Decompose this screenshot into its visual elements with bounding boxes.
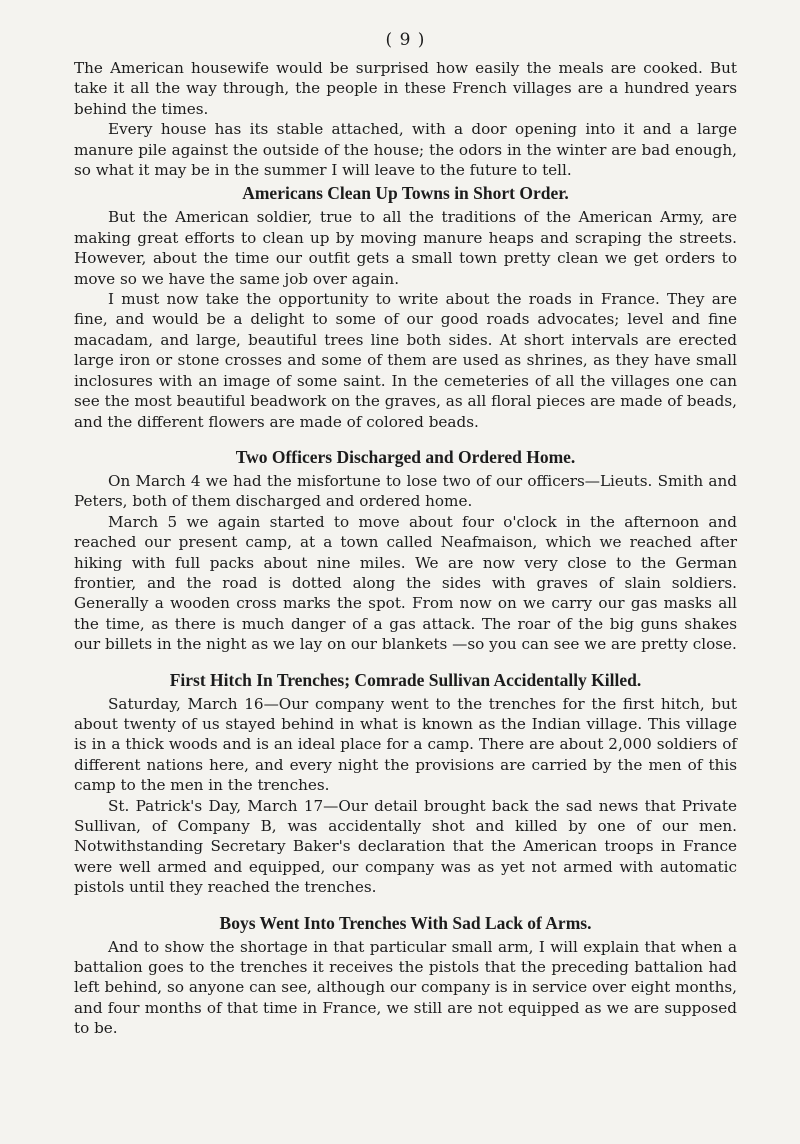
section-heading: Americans Clean Up Towns in Short Order. xyxy=(242,183,569,204)
paragraph: But the American soldier, true to all the traditions of the American Army, are making great efforts to clean up by moving manure heaps and scraping the streets. However, about the time our outfit gets a small town pretty clean we get orders to move so we have the same job over again. xyxy=(74,208,737,288)
section-lack-of-arms xyxy=(74,912,737,1039)
paragraph: St. Patrick's Day, March 17—Our detail brought back the sad news that Private Sullivan, of Company B, was accidentally shot and killed by one of our men. Notwithstanding Secretary Baker's declaration that the American troops in France were well armed and equipped, our company was as yet not armed with automatic pistols until they reached the trenches. xyxy=(74,796,737,897)
section-first-hitch xyxy=(74,669,737,898)
paragraph: On March 4 we had the misfortune to lose two of our officers—Lieuts. Smith and Peters, both of them discharged and ordered home. xyxy=(74,471,737,511)
paragraph: March 5 we again started to move about four o'clock in the afternoon and reached our present camp, at a town called Neafmaison, which we reached after hiking with full packs about nine miles. We are now very close to the German frontier, and the road is dotted along the sides with graves of slain soldiers. Generally a wooden cross marks the spot. From now on we carry our gas masks all the time, as there is much danger of a gas attack. The roar of the big guns shakes our billets in the night as we lay on our blankets —so you can see we are pretty close. xyxy=(74,512,737,654)
paragraph: Saturday, March 16—Our company went to the trenches for the first hitch, but about twenty of us stayed behind in what is known as the Indian village. This village is in a thick woods and is an ideal place for a camp. There are about 2,000 soldiers of different nations here, and every night the provisions are carried by the men of this camp to the men in the trenches. xyxy=(74,694,737,795)
paragraph: The American housewife would be surprised how easily the meals are cooked. But take it all the way through, the people in these French villages are a hundred years behind the times. xyxy=(74,59,737,118)
section-heading: First Hitch In Trenches; Comrade Sullivan Accidentally Killed. xyxy=(169,669,642,690)
section-officers xyxy=(74,446,737,655)
page-number: ( 9 ) xyxy=(385,30,426,50)
section-clean-up xyxy=(74,182,737,431)
paragraph: And to show the shortage in that particular small arm, I will explain that when a battalion goes to the trenches it receives the pistols that the preceding battalion had left behind, so anyone can see, although our company is in service over eight months, and four months of that time in France, we still are not equipped as we are supposed to be. xyxy=(74,937,737,1038)
section-intro xyxy=(74,58,737,180)
paragraph: I must now take the opportunity to write about the roads in France. They are fine, and would be a delight to some of our good roads advocates; level and fine macadam, and large, beautiful trees line both sides. At short intervals are erected large iron or stone crosses and some of them are used as shrines, as they have small inclosures with an image of some saint. In the cemeteries of all the villages one can see the most beautiful beadwork on the graves, as all floral pieces are made of beads, and the different flowers are made of colored beads. xyxy=(74,290,737,431)
paragraph: Every house has its stable attached, with a door opening into it and a large manure pile against the outside of the house; the odors in the winter are bad enough, so what it may be in the summer I will leave to the future to tell. xyxy=(74,120,737,180)
section-heading: Two Officers Discharged and Ordered Home. xyxy=(235,446,576,467)
section-heading: Boys Went Into Trenches With Sad Lack of Arms. xyxy=(219,912,592,933)
